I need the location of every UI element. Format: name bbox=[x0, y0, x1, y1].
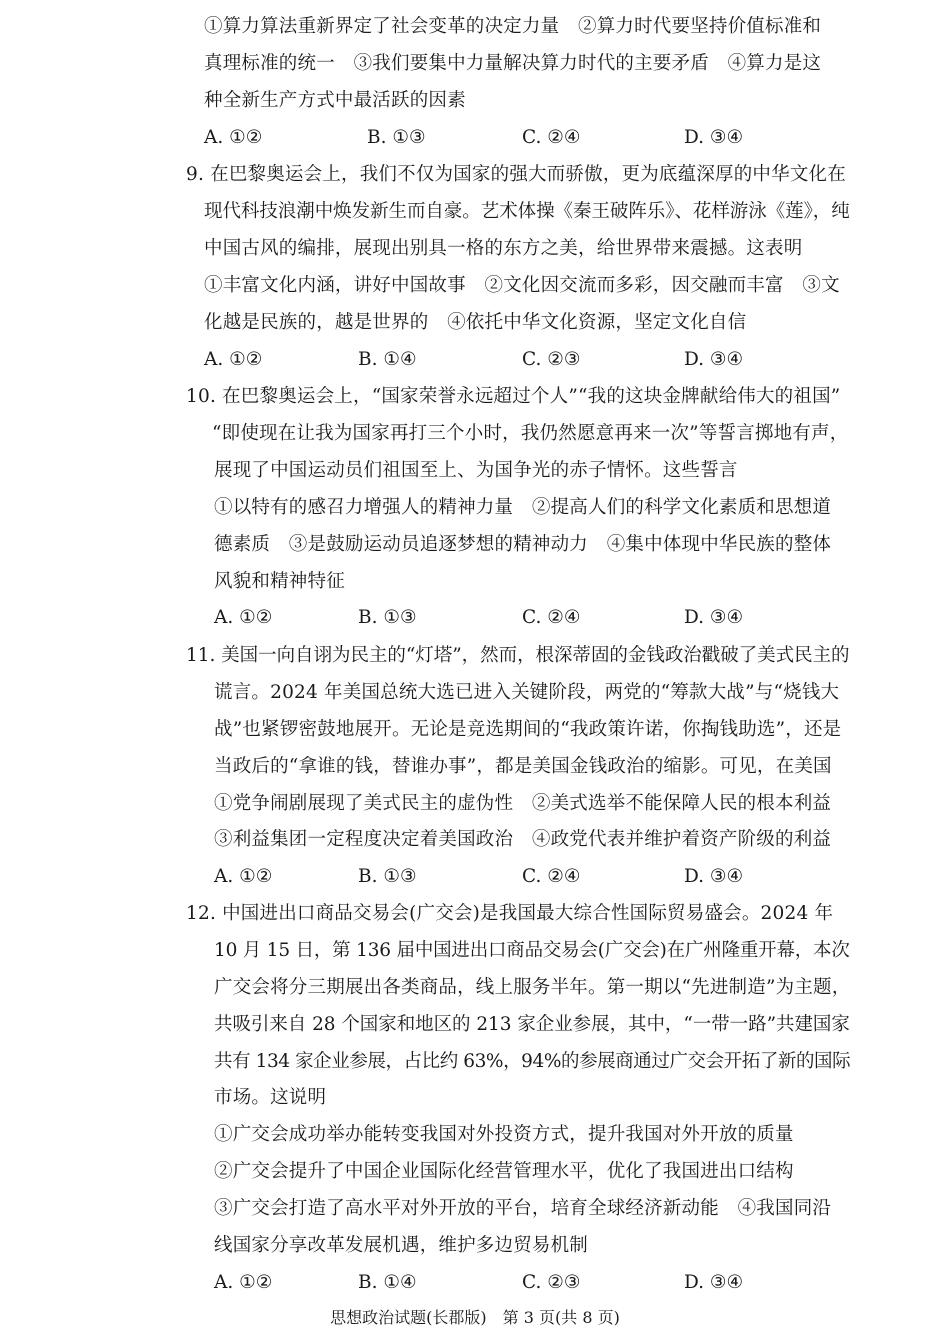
option-a: A. ①② bbox=[214, 1272, 273, 1293]
question-text-line: 战”也紧锣密鼓地展开。无论是竞选期间的“我政策许诺，你掏钱助选”，还是 bbox=[214, 719, 842, 740]
option-a: A. ①② bbox=[204, 127, 263, 148]
question-text-line: ①丰富文化内涵，讲好中国故事 ②文化因交流而多彩，因交融而丰富 ③文 bbox=[204, 275, 840, 296]
option-b: B. ①④ bbox=[358, 1272, 417, 1293]
question-text-line: 线国家分享改革发展机遇，维护多边贸易机制 bbox=[214, 1235, 589, 1256]
question-text-line: 真理标准的统一 ③我们要集中力量解决算力时代的主要矛盾 ④算力是这 bbox=[204, 53, 822, 74]
question-text-line: 种全新生产方式中最活跃的因素 bbox=[204, 90, 466, 111]
question-text-line: ①以特有的感召力增强人的精神力量 ②提高人们的科学文化素质和思想道 bbox=[214, 497, 832, 518]
question-text-line: 当政后的“拿谁的钱，替谁办事”，都是美国金钱政治的缩影。可见，在美国 bbox=[214, 756, 832, 777]
option-b: B. ①④ bbox=[358, 349, 417, 370]
question-text-line: 风貌和精神特征 bbox=[214, 571, 345, 592]
option-b: B. ①③ bbox=[358, 866, 417, 887]
option-b: B. ①③ bbox=[358, 607, 417, 628]
question-text-line: 化越是民族的，越是世界的 ④依托中华文化资源，坚定文化自信 bbox=[204, 312, 747, 333]
question-text-line: 广交会将分三期展出各类商品，线上服务半年。第一期以“先进制造”为主题， bbox=[214, 977, 851, 998]
question-text-line: 共吸引来自 28 个国家和地区的 213 家企业参展，其中，“一带一路”共建国家 bbox=[214, 1014, 850, 1035]
option-a: A. ①② bbox=[214, 607, 273, 628]
question-text-line: ③广交会打造了高水平对外开放的平台，培育全球经济新动能 ④我国同沿 bbox=[214, 1198, 832, 1219]
question-text-line: “即使现在让我为国家再打三个小时，我仍然愿意再来一次”等誓言掷地有声， bbox=[212, 423, 849, 444]
question-text-line: ③利益集团一定程度决定着美国政治 ④政党代表并维护着资产阶级的利益 bbox=[214, 829, 832, 850]
question-text-line: 市场。这说明 bbox=[214, 1087, 327, 1108]
option-a: A. ①② bbox=[214, 866, 273, 887]
question-text-line: 谎言。2024 年美国总统大选已进入关键阶段，两党的“筹款大战”与“烧钱大 bbox=[214, 682, 840, 703]
option-c: C. ②③ bbox=[522, 349, 581, 370]
option-d: D. ③④ bbox=[684, 1272, 744, 1293]
question-stem-line: 10. 在巴黎奥运会上，“国家荣誉永远超过个人”“我的这块金牌献给伟大的祖国” bbox=[186, 386, 841, 407]
question-stem-line: 9. 在巴黎奥运会上，我们不仅为国家的强大而骄傲，更为底蕴深厚的中华文化在 bbox=[186, 164, 846, 185]
option-c: C. ②④ bbox=[522, 866, 581, 887]
page-footer: 思想政治试题(长郡版) 第 3 页(共 8 页) bbox=[330, 1308, 620, 1327]
option-c: C. ②③ bbox=[522, 1272, 581, 1293]
option-c: C. ②④ bbox=[522, 607, 581, 628]
option-d: D. ③④ bbox=[684, 607, 744, 628]
question-text-line: 德素质 ③是鼓励运动员追逐梦想的精神动力 ④集中体现中华民族的整体 bbox=[214, 534, 832, 555]
option-d: D. ③④ bbox=[684, 349, 744, 370]
question-text-line: 现代科技浪潮中焕发新生而自豪。艺术体操《秦王破阵乐》、花样游泳《莲》，纯 bbox=[204, 201, 850, 222]
option-d: D. ③④ bbox=[684, 127, 744, 148]
option-c: C. ②④ bbox=[522, 127, 581, 148]
question-text-line: ①算力算法重新界定了社会变革的决定力量 ②算力时代要坚持价值标准和 bbox=[204, 16, 822, 37]
option-b: B. ①③ bbox=[367, 127, 426, 148]
question-text-line: 中国古风的编排，展现出别具一格的东方之美，给世界带来震撼。这表明 bbox=[204, 238, 803, 259]
question-text-line: ①广交会成功举办能转变我国对外投资方式，提升我国对外开放的质量 bbox=[214, 1124, 794, 1145]
question-text-line: 展现了中国运动员们祖国至上、为国争光的赤子情怀。这些誓言 bbox=[214, 460, 738, 481]
question-text-line: ①党争闹剧展现了美式民主的虚伪性 ②美式选举不能保障人民的根本利益 bbox=[214, 793, 832, 814]
option-a: A. ①② bbox=[204, 349, 263, 370]
question-stem-line: 12. 中国进出口商品交易会(广交会)是我国最大综合性国际贸易盛会。2024 年 bbox=[186, 903, 834, 924]
question-text-line: 共有 134 家企业参展，占比约 63%，94%的参展商通过广交会开拓了新的国际 bbox=[214, 1051, 851, 1072]
option-d: D. ③④ bbox=[684, 866, 744, 887]
question-text-line: ②广交会提升了中国企业国际化经营管理水平，优化了我国进出口结构 bbox=[214, 1161, 794, 1182]
question-stem-line: 11. 美国一向自诩为民主的“灯塔”，然而，根深蒂固的金钱政治戳破了美式民主的 bbox=[186, 645, 850, 666]
question-text-line: 10 月 15 日，第 136 届中国进出口商品交易会(广交会)在广州隆重开幕，本次 bbox=[214, 940, 850, 961]
